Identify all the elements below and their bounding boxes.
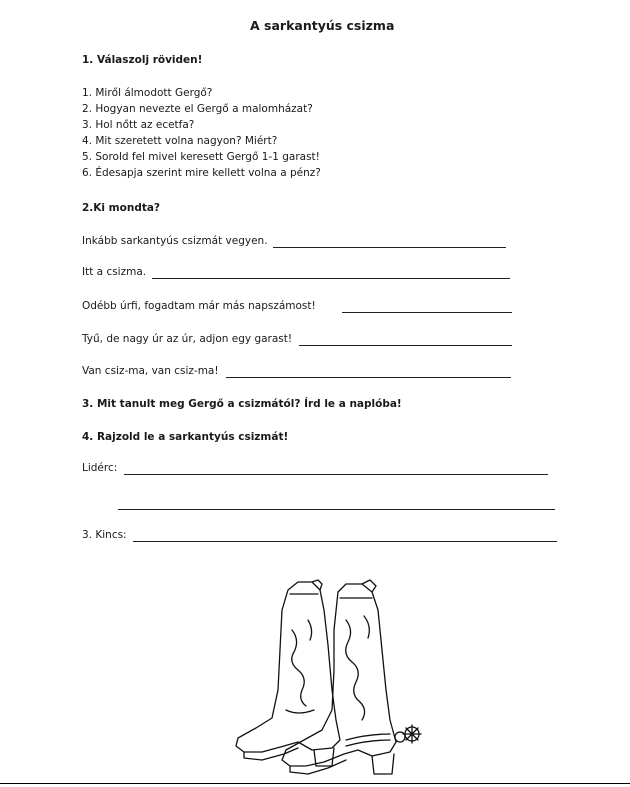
quote-3: Odébb úrfi, fogadtam már más napszámost!: [82, 300, 316, 312]
bottom-rule: [0, 783, 630, 784]
question-6: 6. Édesapja szerint mire kellett volna a pénz?: [82, 167, 321, 179]
answer-line-4[interactable]: [299, 345, 512, 346]
section1-heading: 1. Válaszolj röviden!: [82, 54, 203, 66]
answer-line-5[interactable]: [226, 377, 511, 378]
question-3: 3. Hol nőtt az ecetfa?: [82, 119, 195, 131]
section3-heading: 3. Mit tanult meg Gergő a csizmától? Írd le a naplóba!: [82, 398, 402, 410]
kincs-answer-line[interactable]: [133, 541, 557, 542]
answer-line-3[interactable]: [342, 312, 512, 313]
question-5: 5. Sorold fel mivel keresett Gergő 1-1 garast!: [82, 151, 320, 163]
quote-1: Inkább sarkantyús csizmát vegyen.: [82, 235, 268, 247]
lider-label: Lidérc:: [82, 462, 118, 474]
cowboy-boots-icon: [228, 570, 428, 780]
answer-line-2[interactable]: [152, 278, 510, 279]
page-title: A sarkantyús csizma: [250, 18, 395, 33]
quote-2: Itt a csizma.: [82, 266, 147, 278]
question-4: 4. Mit szeretett volna nagyon? Miért?: [82, 135, 278, 147]
question-2: 2. Hogyan nevezte el Gergő a malomházat?: [82, 103, 313, 115]
section4-heading: 4. Rajzold le a sarkantyús csizmát!: [82, 431, 289, 443]
section2-heading: 2.Ki mondta?: [82, 202, 161, 214]
kincs-label: 3. Kincs:: [82, 529, 127, 541]
answer-line-1[interactable]: [273, 247, 506, 248]
lider-answer-line[interactable]: [124, 474, 548, 475]
front-boot: [282, 584, 396, 766]
question-1: 1. Miről álmodott Gergő?: [82, 87, 213, 99]
lider-answer-line-2[interactable]: [118, 509, 555, 510]
quote-5: Van csiz-ma, van csiz-ma!: [82, 365, 219, 377]
quote-4: Tyű, de nagy úr az úr, adjon egy garast!: [82, 333, 293, 345]
